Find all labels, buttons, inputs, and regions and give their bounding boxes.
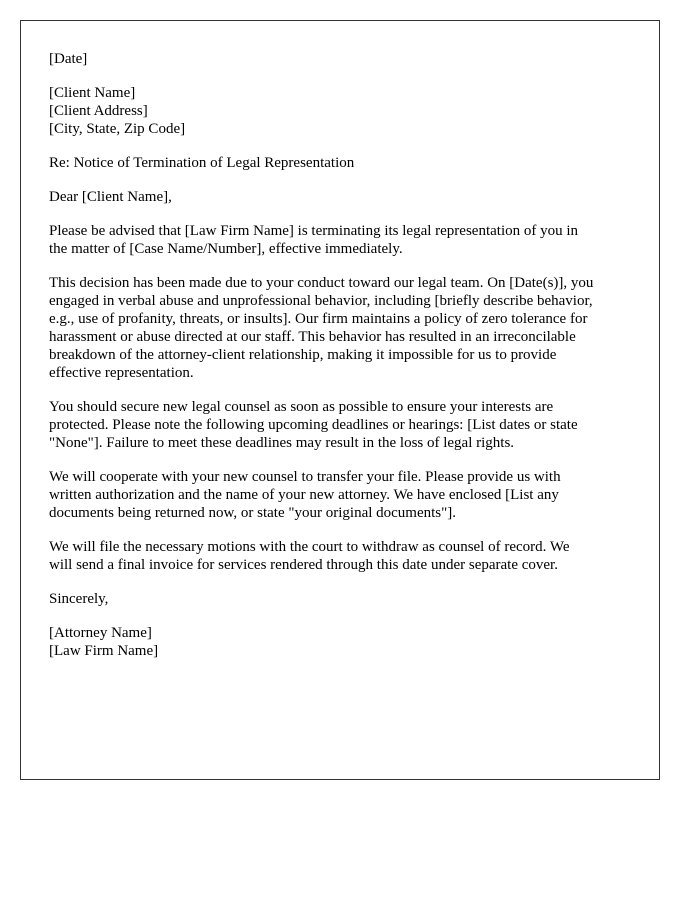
paragraph-line: You should secure new legal counsel as soon as possible to ensure your interests are — [49, 399, 554, 415]
recipient-address: [Client Address] — [49, 103, 148, 119]
paragraph-line: We will cooperate with your new counsel to transfer your file. Please provide us with — [49, 469, 561, 485]
paragraph-line: engaged in verbal abuse and unprofessional behavior, including [briefly describe behavior, — [49, 293, 593, 309]
paragraph-withdrawal — [49, 538, 639, 574]
closing-block — [49, 590, 639, 608]
paragraph-line: This decision has been made due to your conduct toward our legal team. On [Date(s)], you — [49, 275, 594, 291]
paragraph-line: the matter of [Case Name/Number], effective immediately. — [49, 241, 403, 257]
firm-name: [Law Firm Name] — [49, 643, 159, 659]
paragraph-reason — [49, 274, 639, 382]
salutation-block — [49, 188, 639, 206]
paragraph-line: harassment or abuse directed at our staff. This behavior has resulted in an irreconcilable — [49, 329, 576, 345]
paragraph-line: e.g., use of profanity, threats, or insults]. Our firm maintains a policy of zero tolerance for — [49, 311, 588, 327]
recipient-name: [Client Name] — [49, 85, 136, 101]
letter-date-block — [49, 50, 639, 68]
paragraph-line: breakdown of the attorney-client relationship, making it impossible for us to provide — [49, 347, 557, 363]
paragraph-line: effective representation. — [49, 365, 194, 381]
attorney-name: [Attorney Name] — [49, 625, 152, 641]
letter-date: [Date] — [49, 51, 88, 67]
paragraph-line: written authorization and the name of your new attorney. We have enclosed [List any — [49, 487, 559, 503]
signature-block — [49, 624, 639, 660]
subject-line: Re: Notice of Termination of Legal Representation — [49, 155, 355, 171]
paragraph-new-counsel — [49, 398, 639, 452]
paragraph-line: "None"]. Failure to meet these deadlines may result in the loss of legal rights. — [49, 435, 515, 451]
paragraph-line: will send a final invoice for services rendered through this date under separate cover. — [49, 557, 558, 573]
paragraph-line: protected. Please note the following upcoming deadlines or hearings: [List dates or state — [49, 417, 578, 433]
closing: Sincerely, — [49, 591, 109, 607]
salutation: Dear [Client Name], — [49, 189, 172, 205]
paragraph-line: Please be advised that [Law Firm Name] is terminating its legal representation of you in — [49, 223, 579, 239]
paragraph-termination-notice — [49, 222, 639, 258]
paragraph-line: We will file the necessary motions with the court to withdraw as counsel of record. We — [49, 539, 570, 555]
subject-block — [49, 154, 639, 172]
paragraph-line: documents being returned now, or state "your original documents"]. — [49, 505, 457, 521]
paragraph-file-transfer — [49, 468, 639, 522]
letter-body — [49, 50, 639, 676]
recipient-address-block — [49, 84, 639, 138]
letter-page — [20, 20, 660, 780]
recipient-city-state-zip: [City, State, Zip Code] — [49, 121, 186, 137]
